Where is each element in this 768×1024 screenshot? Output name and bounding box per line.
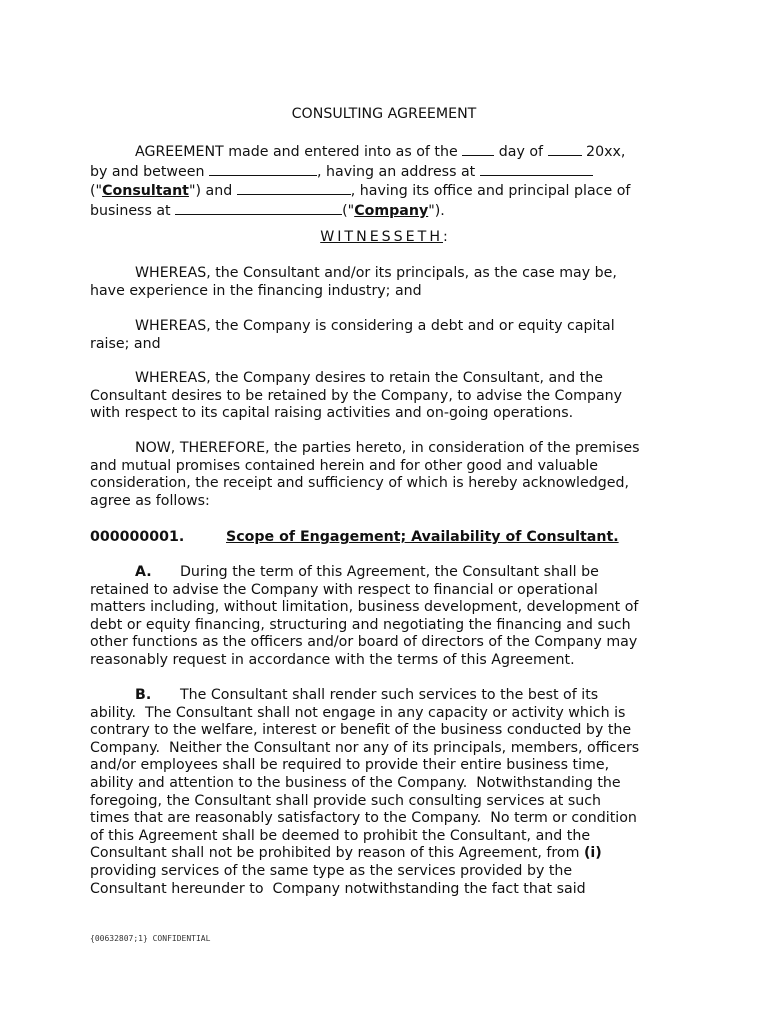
- intro-text: by and between: [90, 163, 209, 180]
- business-address-blank: [175, 201, 342, 215]
- witnesseth-colon: :: [443, 229, 448, 245]
- now-therefore-clause: [90, 440, 690, 510]
- paragraph-line: providing services of the same type as the services provided by the: [90, 862, 573, 879]
- paragraph-line: debt or equity financing, structuring and negotiating the financing and such: [90, 616, 631, 633]
- company-defined-term: Company: [354, 202, 429, 219]
- paragraph-line: Consultant hereunder to Company notwithstanding the fact that said: [90, 880, 586, 897]
- intro-text: (": [90, 183, 103, 200]
- clause-line: have experience in the financing industry; and: [90, 282, 422, 299]
- intro-text: 20xx,: [581, 144, 626, 160]
- paragraph-line: times that are reasonably satisfactory to the Company. No term or condition: [90, 810, 637, 827]
- clause-line: consideration, the receipt and sufficiency of which is hereby acknowledged,: [90, 475, 629, 492]
- paragraph-line: other functions as the officers and/or board of directors of the Company may: [90, 634, 638, 651]
- intro-text: , having an address at: [316, 163, 480, 180]
- intro-text: (": [342, 202, 355, 219]
- whereas-clause-2: [90, 318, 690, 353]
- consultant-defined-term: Consultant: [102, 183, 189, 200]
- clause-line: and mutual promises contained herein and for other good and valuable: [90, 457, 599, 474]
- paragraph-line: Consultant shall not be prohibited by reason of this Agreement, from: [90, 845, 584, 862]
- intro-paragraph: [90, 142, 690, 220]
- address-blank: [480, 162, 593, 176]
- paragraph-line: contrary to the welfare, interest or benefit of the business conducted by the: [90, 722, 632, 739]
- document-title: CONSULTING AGREEMENT: [291, 106, 477, 122]
- section-title: Scope of Engagement; Availability of Consultant.: [226, 529, 619, 545]
- paragraph-line: of this Agreement shall be deemed to prohibit the Consultant, and the: [90, 827, 591, 844]
- intro-text: business at: [90, 202, 176, 219]
- clause-line: NOW, THEREFORE, the parties hereto, in consideration of the premises: [135, 440, 640, 456]
- company-blank: [237, 181, 351, 195]
- clause-line: with respect to its capital raising activities and on-going operations.: [90, 405, 574, 422]
- whereas-clause-1: [90, 265, 690, 300]
- witnesseth-heading: [0, 229, 768, 247]
- enumeration-marker: (i): [583, 845, 602, 862]
- section-heading: [90, 529, 690, 547]
- page-footer: {00632807;1} CONFIDENTIAL: [90, 934, 211, 943]
- party-blank: [209, 162, 317, 176]
- clause-line: WHEREAS, the Company desires to retain the Consultant, and the: [135, 370, 603, 386]
- day-blank: [462, 142, 494, 156]
- paragraph-b: [90, 687, 690, 898]
- clause-line: WHEREAS, the Consultant and/or its principals, as the case may be,: [135, 265, 617, 281]
- paragraph-line: matters including, without limitation, business development, development of: [90, 599, 639, 616]
- paragraph-line: ability. The Consultant shall not engage in any capacity or activity which is: [90, 704, 626, 721]
- witnesseth-label: WITNESSETH: [320, 229, 443, 245]
- paragraph-line: ability and attention to the business of the Company. Notwithstanding the: [90, 774, 621, 791]
- intro-text: day of: [494, 144, 548, 160]
- intro-text: ").: [428, 202, 445, 219]
- paragraph-line: and/or employees shall be required to provide their entire business time,: [90, 757, 610, 774]
- whereas-clause-3: [90, 370, 690, 423]
- paragraph-a: [90, 564, 690, 670]
- paragraph-line: The Consultant shall render such services to the best of its: [180, 687, 599, 703]
- clause-line: raise; and: [90, 335, 161, 352]
- paragraph-label: B.: [135, 687, 152, 703]
- intro-text: , having its office and principal place of: [350, 183, 631, 200]
- paragraph-line: Company. Neither the Consultant nor any of its principals, members, officers: [90, 739, 640, 756]
- clause-line: WHEREAS, the Company is considering a debt and or equity capital: [135, 318, 615, 334]
- intro-text: ") and: [188, 183, 237, 200]
- section-number: 000000001.: [90, 529, 185, 545]
- paragraph-label: A.: [135, 564, 152, 580]
- clause-line: Consultant desires to be retained by the Company, to advise the Company: [90, 387, 623, 404]
- month-blank: [548, 142, 582, 156]
- paragraph-line: foregoing, the Consultant shall provide such consulting services at such: [90, 792, 602, 809]
- paragraph-line: reasonably request in accordance with the terms of this Agreement.: [90, 651, 575, 668]
- clause-line: agree as follows:: [90, 492, 210, 509]
- paragraph-line: During the term of this Agreement, the Consultant shall be: [180, 564, 599, 580]
- paragraph-line: retained to advise the Company with respect to financial or operational: [90, 581, 598, 598]
- intro-text: AGREEMENT made and entered into as of the: [135, 144, 463, 160]
